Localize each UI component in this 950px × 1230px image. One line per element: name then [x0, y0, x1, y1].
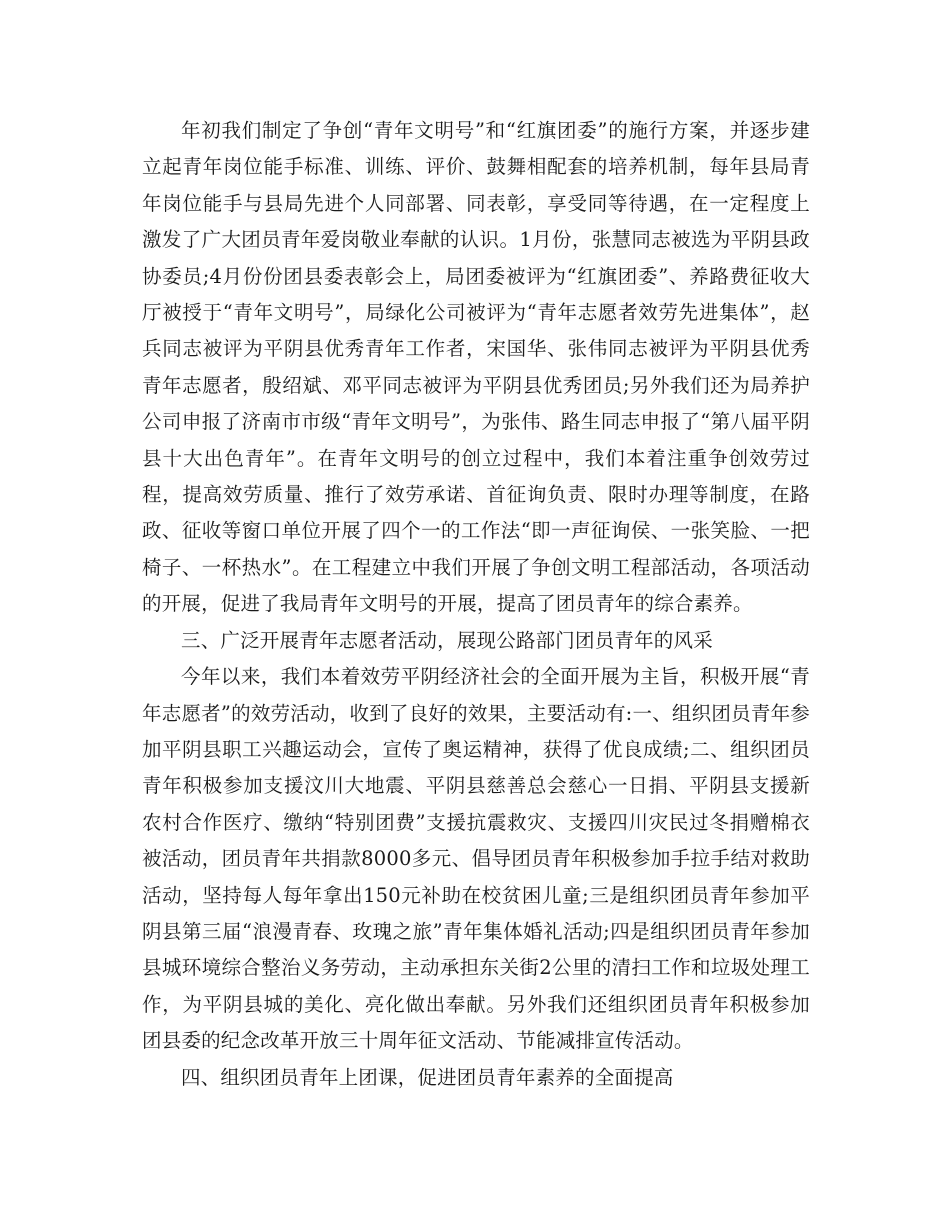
section-heading-league-lessons: 四、组织团员青年上团课，促进团员青年素养的全面提高	[181, 1065, 674, 1089]
document-body	[142, 113, 810, 1096]
paragraph-volunteer-activities: 今年以来，我们本着效劳平阴经济社会的全面开展为主旨，积极开展“青年志愿者”的效劳活动，收到了良好的效果，主要活动有:一、组织团员青年参加平阴县职工兴趣运动会，宣传了奥运精神，获得了优良成绩;二、组织团员青年积极参加支援汶川大地震、平阴县慈善总会慈心一日捐、平阴县支援新农村合作医疗、缴纳“特别团费”支援抗震救灾、支援四川灾民过冬捐赠棉衣被活动，团员青年共捐款8000多元、倡导团员青年积极参加手拉手结对救助活动，坚持每人每年拿出150元补助在校贫困儿童;三是组织团员青年参加平阴县第三届“浪漫青春、玫瑰之旅”青年集体婚礼活动;四是组织团员青年参加县城环境综合整治义务劳动，主动承担东关街2公里的清扫工作和垃圾处理工作，为平阴县城的美化、亮化做出奉献。另外我们还组织团员青年积极参加团县委的纪念改革开放三十周年征文活动、节能减排宣传活动。	[142, 665, 810, 1053]
section-heading-volunteers: 三、广泛开展青年志愿者活动，展现公路部门团员青年的风采	[181, 628, 713, 652]
paragraph-honors: 年初我们制定了争创“青年文明号”和“红旗团委”的施行方案，并逐步建立起青年岗位能手标准、训练、评价、鼓舞相配套的培养机制，每年县局青年岗位能手与县局先进个人同部署、同表彰，享受同等待遇，在一定程度上激发了广大团员青年爱岗敬业奉献的认识。1月份，张慧同志被选为平阴县政协委员;4月份份团县委表彰会上，局团委被评为“红旗团委”、养路费征收大厅被授于“青年文明号”，局绿化公司被评为“青年志愿者效劳先进集体”，赵兵同志被评为平阴县优秀青年工作者，宋国华、张伟同志被评为平阴县优秀青年志愿者，殷绍斌、邓平同志被评为平阴县优秀团员;另外我们还为局养护公司申报了济南市市级“青年文明号”，为张伟、路生同志申报了“第八届平阴县十大出色青年”。在青年文明号的创立过程中，我们本着注重争创效劳过程，提高效劳质量、推行了效劳承诺、首征询负责、限时办理等制度，在路政、征收等窗口单位开展了四个一的工作法“即一声征询侯、一张笑脸、一把椅子、一杯热水”。在工程建立中我们开展了争创文明工程部活动，各项活动的开展，促进了我局青年文明号的开展，提高了团员青年的综合素养。	[142, 119, 810, 616]
